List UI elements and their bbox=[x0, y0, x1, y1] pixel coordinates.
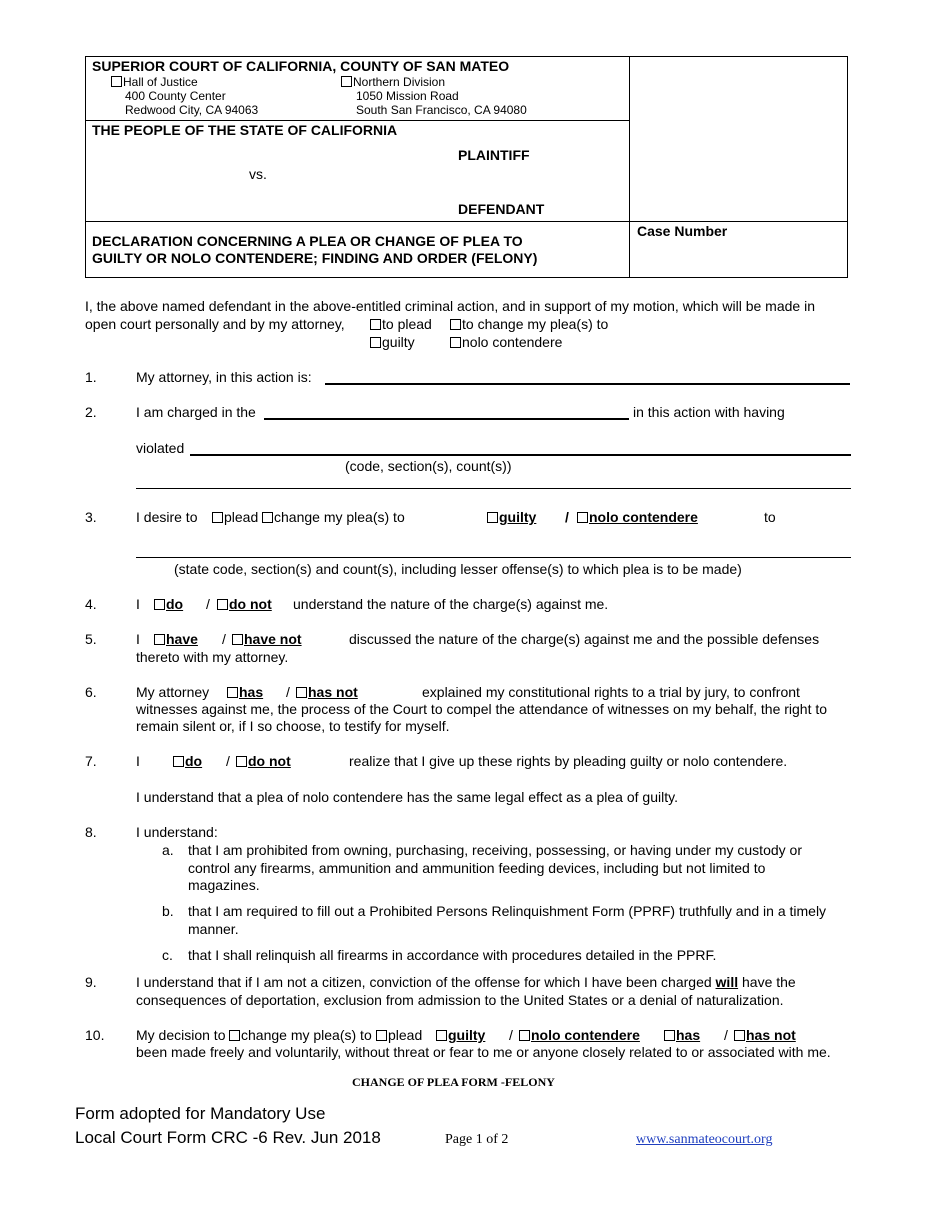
plaintiff-name: THE PEOPLE OF THE STATE OF CALIFORNIA bbox=[92, 122, 398, 138]
checkbox[interactable] bbox=[111, 76, 122, 87]
item-text: consequences of deportation, exclusion from admission to the United States or a denial of naturalization. bbox=[136, 992, 784, 1008]
location-name: Hall of Justice bbox=[123, 75, 198, 89]
item-number: 9. bbox=[85, 974, 97, 990]
intro-line2: open court personally and by my attorney, bbox=[85, 316, 345, 332]
option-label: has bbox=[676, 1027, 701, 1043]
item-number: 6. bbox=[85, 684, 97, 700]
desire-label: I desire to bbox=[136, 509, 198, 525]
item-text: thereto with my attorney. bbox=[136, 649, 289, 665]
checkbox[interactable] bbox=[487, 512, 498, 523]
option-label: nolo contendere bbox=[462, 334, 563, 350]
has-not-option[interactable] bbox=[296, 684, 358, 700]
option-label: change my plea(s) to bbox=[241, 1027, 372, 1043]
checkbox[interactable] bbox=[236, 756, 247, 767]
has-option[interactable] bbox=[227, 684, 263, 700]
item-number: 7. bbox=[85, 753, 97, 769]
item-number: 5. bbox=[85, 631, 97, 647]
checkbox[interactable] bbox=[262, 512, 273, 523]
option-label: change my plea(s) to bbox=[274, 509, 405, 525]
option-label: do not bbox=[229, 596, 272, 612]
item-number: 8. bbox=[85, 824, 97, 840]
form-title-line2: GUILTY OR NOLO CONTENDERE; FINDING AND ORDER (FELONY) bbox=[92, 250, 538, 266]
violation-field[interactable] bbox=[190, 454, 851, 456]
sub-item-letter: b. bbox=[162, 903, 174, 919]
to-change-option[interactable] bbox=[450, 316, 608, 332]
location-hall-of-justice[interactable] bbox=[111, 75, 198, 89]
checkbox[interactable] bbox=[217, 599, 228, 610]
item-number: 1. bbox=[85, 369, 97, 385]
option-label: has bbox=[239, 684, 264, 700]
option-label: have not bbox=[244, 631, 302, 647]
do-option[interactable] bbox=[173, 753, 202, 769]
item-text: My decision to bbox=[136, 1027, 226, 1043]
violated-label: violated bbox=[136, 440, 185, 456]
option-label: have bbox=[166, 631, 198, 647]
case-number-label: Case Number bbox=[637, 223, 728, 239]
do-option[interactable] bbox=[154, 596, 183, 612]
versus-label: vs. bbox=[249, 166, 267, 182]
item-text: remain silent or, if I so choose, to testify for myself. bbox=[136, 718, 450, 734]
location-northern-division[interactable] bbox=[341, 75, 445, 89]
item-text: that I am prohibited from owning, purchasing, receiving, possessing, or having under my custody or bbox=[188, 842, 802, 858]
address-line: 400 County Center bbox=[125, 89, 226, 103]
checkbox[interactable] bbox=[154, 599, 165, 610]
defendant-label: DEFENDANT bbox=[458, 201, 545, 217]
form-title-line1: DECLARATION CONCERNING A PLEA OR CHANGE OF PLEA TO bbox=[92, 233, 523, 249]
caption-divider bbox=[629, 56, 630, 278]
option-label: guilty bbox=[382, 334, 415, 350]
text-span: FELONY bbox=[504, 1075, 555, 1089]
item-text: discussed the nature of the charge(s) against me and the possible defenses bbox=[349, 631, 820, 647]
option-label: guilty bbox=[448, 1027, 486, 1043]
do-not-option[interactable] bbox=[236, 753, 291, 769]
option-label: has not bbox=[308, 684, 358, 700]
checkbox[interactable] bbox=[173, 756, 184, 767]
item-number: 4. bbox=[85, 596, 97, 612]
checkbox[interactable] bbox=[450, 319, 461, 330]
to-plead-option[interactable] bbox=[370, 316, 432, 332]
checkbox[interactable] bbox=[519, 1030, 530, 1041]
option-label: nolo contendere bbox=[531, 1027, 640, 1043]
checkbox[interactable] bbox=[232, 634, 243, 645]
item-text: that I shall relinquish all firearms in accordance with procedures detailed in the PPRF. bbox=[188, 947, 717, 963]
offense-caption: (state code, section(s) and count(s), including lesser offense(s) to which plea is to be made) bbox=[174, 561, 742, 577]
item-text: I understand: bbox=[136, 824, 218, 840]
address-line: South San Francisco, CA 94080 bbox=[356, 103, 527, 117]
sub-item-letter: a. bbox=[162, 842, 174, 858]
separator: / bbox=[565, 509, 569, 525]
checkbox[interactable] bbox=[450, 337, 461, 348]
separator: / bbox=[222, 631, 226, 647]
separator: / bbox=[509, 1027, 513, 1043]
local-form-id bbox=[75, 1128, 381, 1148]
item-text: explained my constitutional rights to a trial by jury, to confront bbox=[422, 684, 800, 700]
caption-rule bbox=[85, 120, 630, 121]
emphasis-will: will bbox=[715, 974, 739, 990]
text-span: -6 Rev. Jun 2018 bbox=[252, 1128, 381, 1147]
item-number: 2. bbox=[85, 404, 97, 420]
nolo-option[interactable] bbox=[577, 509, 698, 525]
caption-rule bbox=[85, 221, 848, 222]
checkbox[interactable] bbox=[341, 76, 352, 87]
guilty-option[interactable] bbox=[436, 1027, 485, 1043]
offense-field[interactable] bbox=[136, 557, 851, 558]
to-label: to bbox=[764, 509, 776, 525]
change-plea-option[interactable] bbox=[229, 1027, 372, 1043]
checkbox[interactable] bbox=[296, 687, 307, 698]
have-not-option[interactable] bbox=[232, 631, 302, 647]
attorney-label: My attorney, in this action is: bbox=[136, 369, 312, 385]
item-text: My attorney bbox=[136, 684, 210, 700]
location-name: Northern Division bbox=[353, 75, 446, 89]
item-number: 3. bbox=[85, 509, 97, 525]
option-label: has not bbox=[746, 1027, 796, 1043]
charged-label: I am charged in the bbox=[136, 404, 256, 420]
do-not-option[interactable] bbox=[217, 596, 272, 612]
checkbox[interactable] bbox=[436, 1030, 447, 1041]
checkbox[interactable] bbox=[370, 319, 381, 330]
option-label: to change my plea(s) to bbox=[462, 316, 609, 332]
text-span: CHANGE OF PLEA FORM bbox=[352, 1075, 498, 1089]
guilty-option[interactable] bbox=[487, 509, 536, 525]
nolo-option[interactable] bbox=[450, 334, 562, 350]
text-span: I understand that if I am not a citizen, conviction of the offense for which I have been charged bbox=[136, 974, 712, 990]
sub-item-letter: c. bbox=[162, 947, 173, 963]
has-option[interactable] bbox=[664, 1027, 700, 1043]
separator: / bbox=[286, 684, 290, 700]
has-not-option[interactable] bbox=[734, 1027, 796, 1043]
charging-document-field[interactable] bbox=[264, 418, 629, 420]
nolo-option[interactable] bbox=[519, 1027, 640, 1043]
checkbox[interactable] bbox=[229, 1030, 240, 1041]
item-text: that I am required to fill out a Prohibited Persons Relinquishment Form (PPRF) truthfully and in a timely bbox=[188, 903, 827, 919]
item-text: understand the nature of the charge(s) against me. bbox=[293, 596, 609, 612]
option-label: to plead bbox=[382, 316, 432, 332]
violation-field-2[interactable] bbox=[136, 488, 851, 489]
plead-option[interactable] bbox=[212, 509, 258, 525]
separator: / bbox=[226, 753, 230, 769]
address-line: Redwood City, CA 94063 bbox=[125, 103, 259, 117]
option-label: nolo contendere bbox=[589, 509, 698, 525]
option-label: do bbox=[185, 753, 203, 769]
change-plea-option[interactable] bbox=[262, 509, 405, 525]
pronoun: I bbox=[136, 631, 140, 647]
form-footer-title bbox=[352, 1075, 555, 1090]
option-label: plead bbox=[224, 509, 259, 525]
adopted-note: Form adopted for Mandatory Use bbox=[75, 1104, 326, 1123]
checkbox[interactable] bbox=[370, 337, 381, 348]
checkbox[interactable] bbox=[154, 634, 165, 645]
option-label: guilty bbox=[499, 509, 537, 525]
address-line: 1050 Mission Road bbox=[356, 89, 459, 103]
plaintiff-label: PLAINTIFF bbox=[458, 147, 530, 163]
item-text: control any firearms, ammunition and ammunition feeding devices, including but not limited to bbox=[188, 860, 766, 876]
have-option[interactable] bbox=[154, 631, 198, 647]
item-text bbox=[136, 974, 796, 990]
text-span: have the bbox=[742, 974, 796, 990]
court-name: SUPERIOR COURT OF CALIFORNIA, COUNTY OF SAN MATEO bbox=[92, 58, 510, 74]
item-text: been made freely and voluntarily, without threat or fear to me or anyone closely related to or associated with me. bbox=[136, 1044, 831, 1060]
pronoun: I bbox=[136, 596, 140, 612]
checkbox[interactable] bbox=[227, 687, 238, 698]
item-text: witnesses against me, the process of the Court to compel the attendance of witnesses on my behalf, the right to bbox=[136, 701, 828, 717]
option-label: do bbox=[166, 596, 184, 612]
plead-option[interactable] bbox=[376, 1027, 422, 1043]
separator: / bbox=[206, 596, 210, 612]
text-span: Local Court Form CRC bbox=[75, 1128, 248, 1147]
page-number: Page 1 of 2 bbox=[445, 1132, 509, 1147]
violation-caption: (code, section(s), count(s)) bbox=[345, 458, 512, 474]
item-text: realize that I give up these rights by pleading guilty or nolo contendere. bbox=[349, 753, 788, 769]
guilty-option[interactable] bbox=[370, 334, 415, 350]
pronoun: I bbox=[136, 753, 140, 769]
attorney-field[interactable] bbox=[325, 383, 850, 385]
checkbox[interactable] bbox=[376, 1030, 387, 1041]
checkbox[interactable] bbox=[734, 1030, 745, 1041]
charged-label-cont: in this action with having bbox=[633, 404, 785, 420]
option-label: plead bbox=[388, 1027, 423, 1043]
intro-line1: I, the above named defendant in the above-entitled criminal action, and in support of my motion, which will be made in bbox=[85, 298, 815, 314]
item-text: magazines. bbox=[188, 877, 260, 893]
item-text: manner. bbox=[188, 921, 239, 937]
court-website-link[interactable]: www.sanmateocourt.org bbox=[636, 1132, 773, 1147]
checkbox[interactable] bbox=[577, 512, 588, 523]
separator: / bbox=[724, 1027, 728, 1043]
checkbox[interactable] bbox=[664, 1030, 675, 1041]
text-span: - bbox=[500, 1075, 505, 1089]
checkbox[interactable] bbox=[212, 512, 223, 523]
item-number: 10. bbox=[85, 1027, 105, 1043]
item-text: I understand that a plea of nolo contendere has the same legal effect as a plea of guilty. bbox=[136, 789, 678, 805]
option-label: do not bbox=[248, 753, 291, 769]
